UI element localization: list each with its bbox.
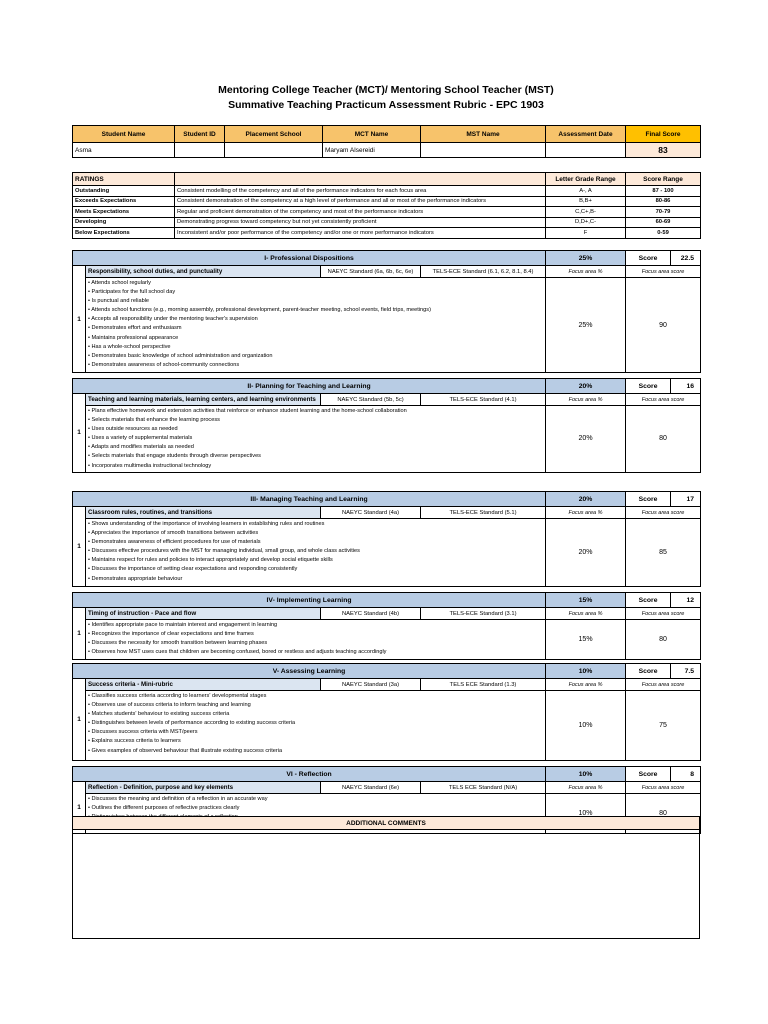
- document-title-line2: Summative Teaching Practicum Assessment Rubric - EPC 1903: [228, 99, 544, 111]
- section-weight: 15%: [546, 593, 626, 608]
- indicator-item: • Demonstrates awareness of efficient procedures for use of materials: [88, 539, 261, 546]
- indicator-item: • Distinguishes between levels of performance according to existing success criteria: [88, 720, 296, 727]
- indicator-item: • Demonstrates basic knowledge of school administration and organization: [88, 352, 273, 359]
- indicator-item: • Has a whole-school perspective: [88, 343, 171, 350]
- indicator-item: • Maintains professional appearance: [88, 334, 179, 341]
- mst-name-label: MST Name: [421, 126, 546, 143]
- focus-area-pct-value: 25%: [546, 278, 626, 373]
- indicator-item: • Incorporates multimedia instructional technology: [88, 462, 212, 469]
- focus-area-pct-label: Focus area %: [546, 679, 626, 691]
- score-range-label: Score Range: [626, 173, 701, 186]
- comments-field[interactable]: [73, 830, 700, 939]
- section-score-value: 22.5: [671, 251, 701, 266]
- focus-area-score-value[interactable]: 80: [626, 406, 701, 473]
- section-score-label: Score: [626, 492, 671, 507]
- student-info-table: [72, 125, 701, 158]
- rating-description: Inconsistent and/or poor performance of the competency and/or one or more performance indicators: [175, 228, 546, 239]
- section-score-value: 17: [671, 492, 701, 507]
- indicator-item: • Is punctual and reliable: [88, 298, 150, 305]
- indicator-item: • Attends school functions (e.g., morning assembly, professional development, parent-teacher meeting, school events, field trips, meetings): [88, 307, 431, 314]
- rating-row: [73, 196, 701, 207]
- indicator-item: • Discusses the necessity for smooth transition between learning phases: [88, 640, 268, 647]
- rating-row: [73, 186, 701, 197]
- rating-range: 0-59: [626, 228, 701, 239]
- rating-row: [73, 217, 701, 228]
- naeyc-standard: NAEYC Standard (3a): [321, 679, 421, 691]
- focus-area-pct-label: Focus area %: [546, 608, 626, 620]
- focus-area-score-value[interactable]: 85: [626, 519, 701, 587]
- student-name-field[interactable]: Asma: [73, 143, 175, 158]
- rating-range: 60-69: [626, 217, 701, 228]
- final-score-value: 83: [626, 143, 701, 158]
- focus-area-score-label: Focus area score: [626, 608, 701, 620]
- indicator-item: • Plans effective homework and extension activities that reinforce or enhance student learning and the home-school collaboration: [88, 408, 407, 414]
- focus-area-score-value[interactable]: 90: [626, 278, 701, 373]
- rating-grade: F: [546, 228, 626, 239]
- focus-area-score-value[interactable]: 80: [626, 620, 701, 660]
- item-number: 1: [73, 782, 86, 834]
- indicator-item: • Observes how MST uses cues that children are becoming confused, bored or restless and adjusts teaching accordingly: [88, 649, 387, 656]
- rating-grade: B,B+: [546, 196, 626, 207]
- student-id-field[interactable]: [175, 143, 225, 158]
- focus-area-title: Timing of instruction - Pace and flow: [86, 608, 321, 620]
- item-number: 1: [73, 266, 86, 373]
- indicator-item: • Attends school regularly: [88, 280, 151, 286]
- rating-range: 80-86: [626, 196, 701, 207]
- placement-school-label: Placement School: [225, 126, 323, 143]
- rubric-section: [72, 250, 701, 373]
- indicator-item: • Appreciates the importance of smooth transitions between activities: [88, 530, 259, 537]
- rating-description: Regular and proficient demonstration of the competency and most of the performance indicators: [175, 207, 546, 218]
- focus-area-pct-value: 20%: [546, 519, 626, 587]
- section-score-label: Score: [626, 767, 671, 782]
- indicator-item: • Matches students' behaviour to existing success criteria: [88, 711, 230, 718]
- focus-area-pct-value: 20%: [546, 406, 626, 473]
- focus-area-title: Success criteria - Mini-rubric: [86, 679, 321, 691]
- mct-name-label: MCT Name: [323, 126, 421, 143]
- rating-row: [73, 207, 701, 218]
- tels-standard: TELS ECE Standard (N/A): [421, 782, 546, 794]
- indicator-list: [86, 519, 546, 587]
- focus-area-score-label: Focus area score: [626, 266, 701, 278]
- section-score-value: 8: [671, 767, 701, 782]
- indicator-item: • Discusses the meaning and definition of a reflection in an accurate way: [88, 796, 268, 802]
- section-weight: 10%: [546, 664, 626, 679]
- naeyc-standard: NAEYC Standard (4b): [321, 608, 421, 620]
- item-number: 1: [73, 507, 86, 587]
- rating-name: Below Expectations: [73, 228, 175, 239]
- ratings-table: [72, 172, 701, 239]
- rating-range: 70-79: [626, 207, 701, 218]
- indicator-item: • Explains success criteria to learners: [88, 738, 181, 745]
- indicator-list: [86, 278, 546, 373]
- indicator-list: [86, 691, 546, 761]
- section-weight: 25%: [546, 251, 626, 266]
- focus-area-score-value[interactable]: 75: [626, 691, 701, 761]
- focus-area-pct-label: Focus area %: [546, 394, 626, 406]
- item-number: 1: [73, 394, 86, 473]
- indicator-item: • Demonstrates awareness of school-community connections: [88, 361, 240, 368]
- rubric-section: [72, 378, 701, 473]
- indicator-item: • Participates for the full school day: [88, 289, 176, 296]
- focus-area-score-label: Focus area score: [626, 679, 701, 691]
- mct-name-field[interactable]: Maryam Alsereidi: [323, 143, 421, 158]
- tels-standard: TELS-ECE Standard (5.1): [421, 507, 546, 519]
- focus-area-score-label: Focus area score: [626, 507, 701, 519]
- focus-area-pct-value: 10%: [546, 794, 626, 834]
- section-score-value: 7.5: [671, 664, 701, 679]
- section-score-value: 16: [671, 379, 701, 394]
- indicator-item: • Selects materials that enhance the learning process: [88, 417, 220, 424]
- section-score-label: Score: [626, 251, 671, 266]
- section-title: I- Professional Dispositions: [73, 251, 546, 266]
- ratings-label: RATINGS: [73, 173, 175, 186]
- indicator-item: • Recognizes the importance of clear expectations and time frames: [88, 631, 254, 638]
- indicator-item: • Gives examples of observed behaviour that illustrate existing success criteria: [88, 747, 283, 754]
- student-name-label: Student Name: [73, 126, 175, 143]
- indicator-item: • Observes use of success criteria to inform teaching and learning: [88, 702, 251, 709]
- indicator-item: • Uses a variety of supplemental materials: [88, 435, 193, 442]
- document-title-line1: Mentoring College Teacher (MCT)/ Mentoring School Teacher (MST): [218, 84, 554, 96]
- focus-area-pct-value: 15%: [546, 620, 626, 660]
- rating-name: Meets Expectations: [73, 207, 175, 218]
- indicator-item: • Outlines the different purposes of reflective practices clearly: [88, 805, 240, 812]
- tels-standard: TELS ECE Standard (1.3): [421, 679, 546, 691]
- indicator-item: • Identifies appropriate pace to maintain interest and engagement in learning: [88, 622, 278, 628]
- rating-grade: D,D+,C-: [546, 217, 626, 228]
- assessment-date-field[interactable]: [546, 143, 626, 158]
- indicator-item: • Demonstrates appropriate behaviour: [88, 575, 183, 582]
- focus-area-score-label: Focus area score: [626, 394, 701, 406]
- focus-area-pct-label: Focus area %: [546, 782, 626, 794]
- indicator-item: • Selects materials that engage students through diverse perspectives: [88, 453, 261, 460]
- naeyc-standard: NAEYC Standard (6e): [321, 782, 421, 794]
- rating-description: Consistent demonstration of the competency at a high level of performance and all or most of the performance indicators: [175, 196, 546, 207]
- comments-table: [72, 816, 700, 939]
- section-score-label: Score: [626, 379, 671, 394]
- naeyc-standard: NAEYC Standard (5b, 5c): [321, 394, 421, 406]
- naeyc-standard: NAEYC Standard (6a, 6b, 6c, 6e): [321, 266, 421, 278]
- indicator-item: • Shows understanding of the importance of involving learners in establishing rules and routines: [88, 521, 325, 527]
- rubric-section: [72, 592, 701, 660]
- naeyc-standard: NAEYC Standard (4a): [321, 507, 421, 519]
- comments-label: ADDITIONAL COMMENTS: [73, 817, 700, 830]
- tels-standard: TELS-ECE Standard (3.1): [421, 608, 546, 620]
- indicator-item: • Discusses the importance of setting clear expectations and responding consistently: [88, 566, 298, 573]
- rating-grade: A-, A: [546, 186, 626, 197]
- assessment-date-label: Assessment Date: [546, 126, 626, 143]
- rating-name: Outstanding: [73, 186, 175, 197]
- indicator-item: • Adapts and modifies materials as needed: [88, 444, 194, 451]
- rating-grade: C,C+,B-: [546, 207, 626, 218]
- section-title: V- Assessing Learning: [73, 664, 546, 679]
- indicator-item: • Uses outside resources as needed: [88, 426, 178, 433]
- focus-area-score-label: Focus area score: [626, 782, 701, 794]
- focus-area-pct-label: Focus area %: [546, 266, 626, 278]
- section-score-label: Score: [626, 593, 671, 608]
- letter-grade-label: Letter Grade Range: [546, 173, 626, 186]
- indicator-list: [86, 406, 546, 473]
- focus-area-title: Reflection - Definition, purpose and key elements: [86, 782, 321, 794]
- focus-area-title: Teaching and learning materials, learning centers, and learning environments: [86, 394, 321, 406]
- indicator-item: • Accepts all responsibility under the mentoring teacher's supervision: [88, 316, 258, 323]
- focus-area-title: Classroom rules, routines, and transitions: [86, 507, 321, 519]
- final-score-label: Final Score: [626, 126, 701, 143]
- item-number: 1: [73, 608, 86, 660]
- indicator-item: • Maintains respect for rules and policies to interact appropriately and develop social etiquette skills: [88, 557, 333, 564]
- section-score-label: Score: [626, 664, 671, 679]
- rating-name: Developing: [73, 217, 175, 228]
- section-title: III- Managing Teaching and Learning: [73, 492, 546, 507]
- student-id-label: Student ID: [175, 126, 225, 143]
- tels-standard: TELS-ECE Standard (4.1): [421, 394, 546, 406]
- rating-range: 87 - 100: [626, 186, 701, 197]
- focus-area-pct-value: 10%: [546, 691, 626, 761]
- indicator-item: • Discusses success criteria with MST/peers: [88, 729, 198, 736]
- rating-description: Demonstrating progress toward competency but not yet consistently proficient: [175, 217, 546, 228]
- focus-area-score-value[interactable]: 80: [626, 794, 701, 834]
- tels-standard: TELS-ECE Standard (6.1, 6.2, 8.1, 8.4): [421, 266, 546, 278]
- rubric-section: [72, 491, 701, 587]
- item-number: 1: [73, 679, 86, 761]
- section-weight: 10%: [546, 767, 626, 782]
- indicator-list: [86, 620, 546, 660]
- section-title: IV- Implementing Learning: [73, 593, 546, 608]
- rubric-section: [72, 663, 701, 761]
- placement-school-field[interactable]: [225, 143, 323, 158]
- focus-area-title: Responsibility, school duties, and punctuality: [86, 266, 321, 278]
- section-weight: 20%: [546, 379, 626, 394]
- rating-row: [73, 228, 701, 239]
- focus-area-pct-label: Focus area %: [546, 507, 626, 519]
- section-weight: 20%: [546, 492, 626, 507]
- mst-name-field[interactable]: [421, 143, 546, 158]
- rating-name: Exceeds Expectations: [73, 196, 175, 207]
- indicator-item: • Discusses effective procedures with the MST for managing individual, small group, and whole class activities: [88, 548, 360, 555]
- section-title: II- Planning for Teaching and Learning: [73, 379, 546, 394]
- indicator-item: • Demonstrates effort and enthusiasm: [88, 325, 182, 332]
- section-title: VI - Reflection: [73, 767, 546, 782]
- rating-description: Consistent modelling of the competency and all of the performance indicators for each focus area: [175, 186, 546, 197]
- section-score-value: 12: [671, 593, 701, 608]
- indicator-item: • Classifies success criteria according to learners' developmental stages: [88, 693, 267, 699]
